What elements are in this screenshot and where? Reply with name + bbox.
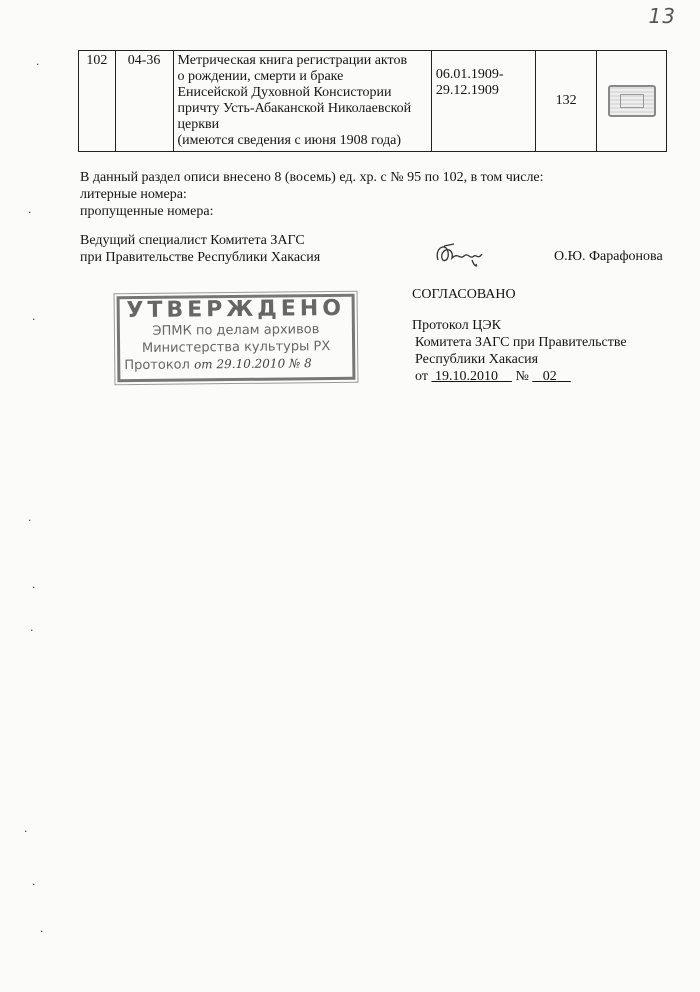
stamp-protocol-handwritten: от 29.10.2010 № 8 (193, 356, 312, 372)
item-pages-cell: 132 (535, 51, 597, 152)
agreed-number-label: № (515, 369, 529, 384)
agreed-line: Протокол ЦЭК (412, 318, 501, 333)
page-number: 13 (648, 4, 676, 28)
signer-position-line: при Правительстве Республики Хакасия (80, 250, 321, 265)
agreed-number-value: 02 (542, 369, 557, 384)
date-start: 06.01.1909- (435, 67, 504, 82)
title-line: Метрическая книга регистрации актов (177, 53, 408, 68)
signer-name: О.Ю. Фарафонова (554, 249, 663, 264)
stamp-protocol (120, 355, 352, 374)
title-line: церкви (177, 117, 220, 132)
scan-speck: · (28, 206, 32, 219)
agreed-from-label: от (415, 369, 428, 384)
item-mark-cell (597, 51, 667, 152)
agreed-line: Республики Хакасия (415, 352, 539, 367)
item-code-cell: 04-36 (115, 51, 173, 152)
scan-speck: · (24, 825, 28, 838)
scan-speck: · (36, 58, 40, 71)
stamp-protocol-label: Протокол (124, 357, 190, 374)
approval-stamp (117, 294, 356, 382)
summary-letter-numbers: литерные номера: (80, 187, 187, 202)
scan-speck: · (28, 514, 32, 527)
title-line: (имеются сведения с июня 1908 года) (177, 133, 402, 148)
agreed-line: Комитета ЗАГС при Правительстве (415, 335, 627, 350)
title-line: Енисейской Духовной Консистории (177, 85, 392, 100)
summary-block (80, 169, 544, 220)
stamp-title: УТВЕРЖДЕНО (126, 295, 346, 324)
agreed-block (412, 286, 627, 385)
date-end: 29.12.1909 (435, 83, 499, 98)
title-line: о рождении, смерти и браке (177, 69, 344, 84)
agreed-date (431, 369, 512, 384)
scan-speck: · (30, 624, 34, 637)
signer-position (80, 232, 320, 266)
scan-speck: · (40, 925, 44, 938)
title-line: причту Усть-Абаканской Николаевской (177, 101, 412, 116)
stamp-line: ЭПМК по делам архивов (152, 322, 320, 339)
scan-speck: · (32, 313, 36, 326)
mini-stamp-image (608, 85, 656, 117)
summary-line: В данный раздел описи внесено 8 (восемь) ед. хр. с № 95 по 102, в том числе: (80, 170, 544, 185)
agreed-number (532, 369, 571, 384)
agreed-date-line (412, 368, 627, 385)
table-row (79, 51, 667, 152)
signer-position-line: Ведущий специалист Комитета ЗАГС (80, 233, 305, 248)
handwritten-signature (432, 238, 488, 272)
item-number-cell: 102 (79, 51, 116, 152)
stamp-line: Министерства культуры РХ (141, 339, 331, 356)
scan-speck: · (32, 581, 36, 594)
inventory-table (78, 50, 667, 152)
item-dates-cell (431, 51, 535, 152)
scan-speck: · (32, 878, 36, 891)
item-title-cell (173, 51, 431, 152)
agreed-date-value: 19.10.2010 (434, 369, 498, 384)
summary-missing-numbers: пропущенные номера: (80, 204, 214, 219)
agreed-heading: СОГЛАСОВАНО (412, 287, 516, 302)
